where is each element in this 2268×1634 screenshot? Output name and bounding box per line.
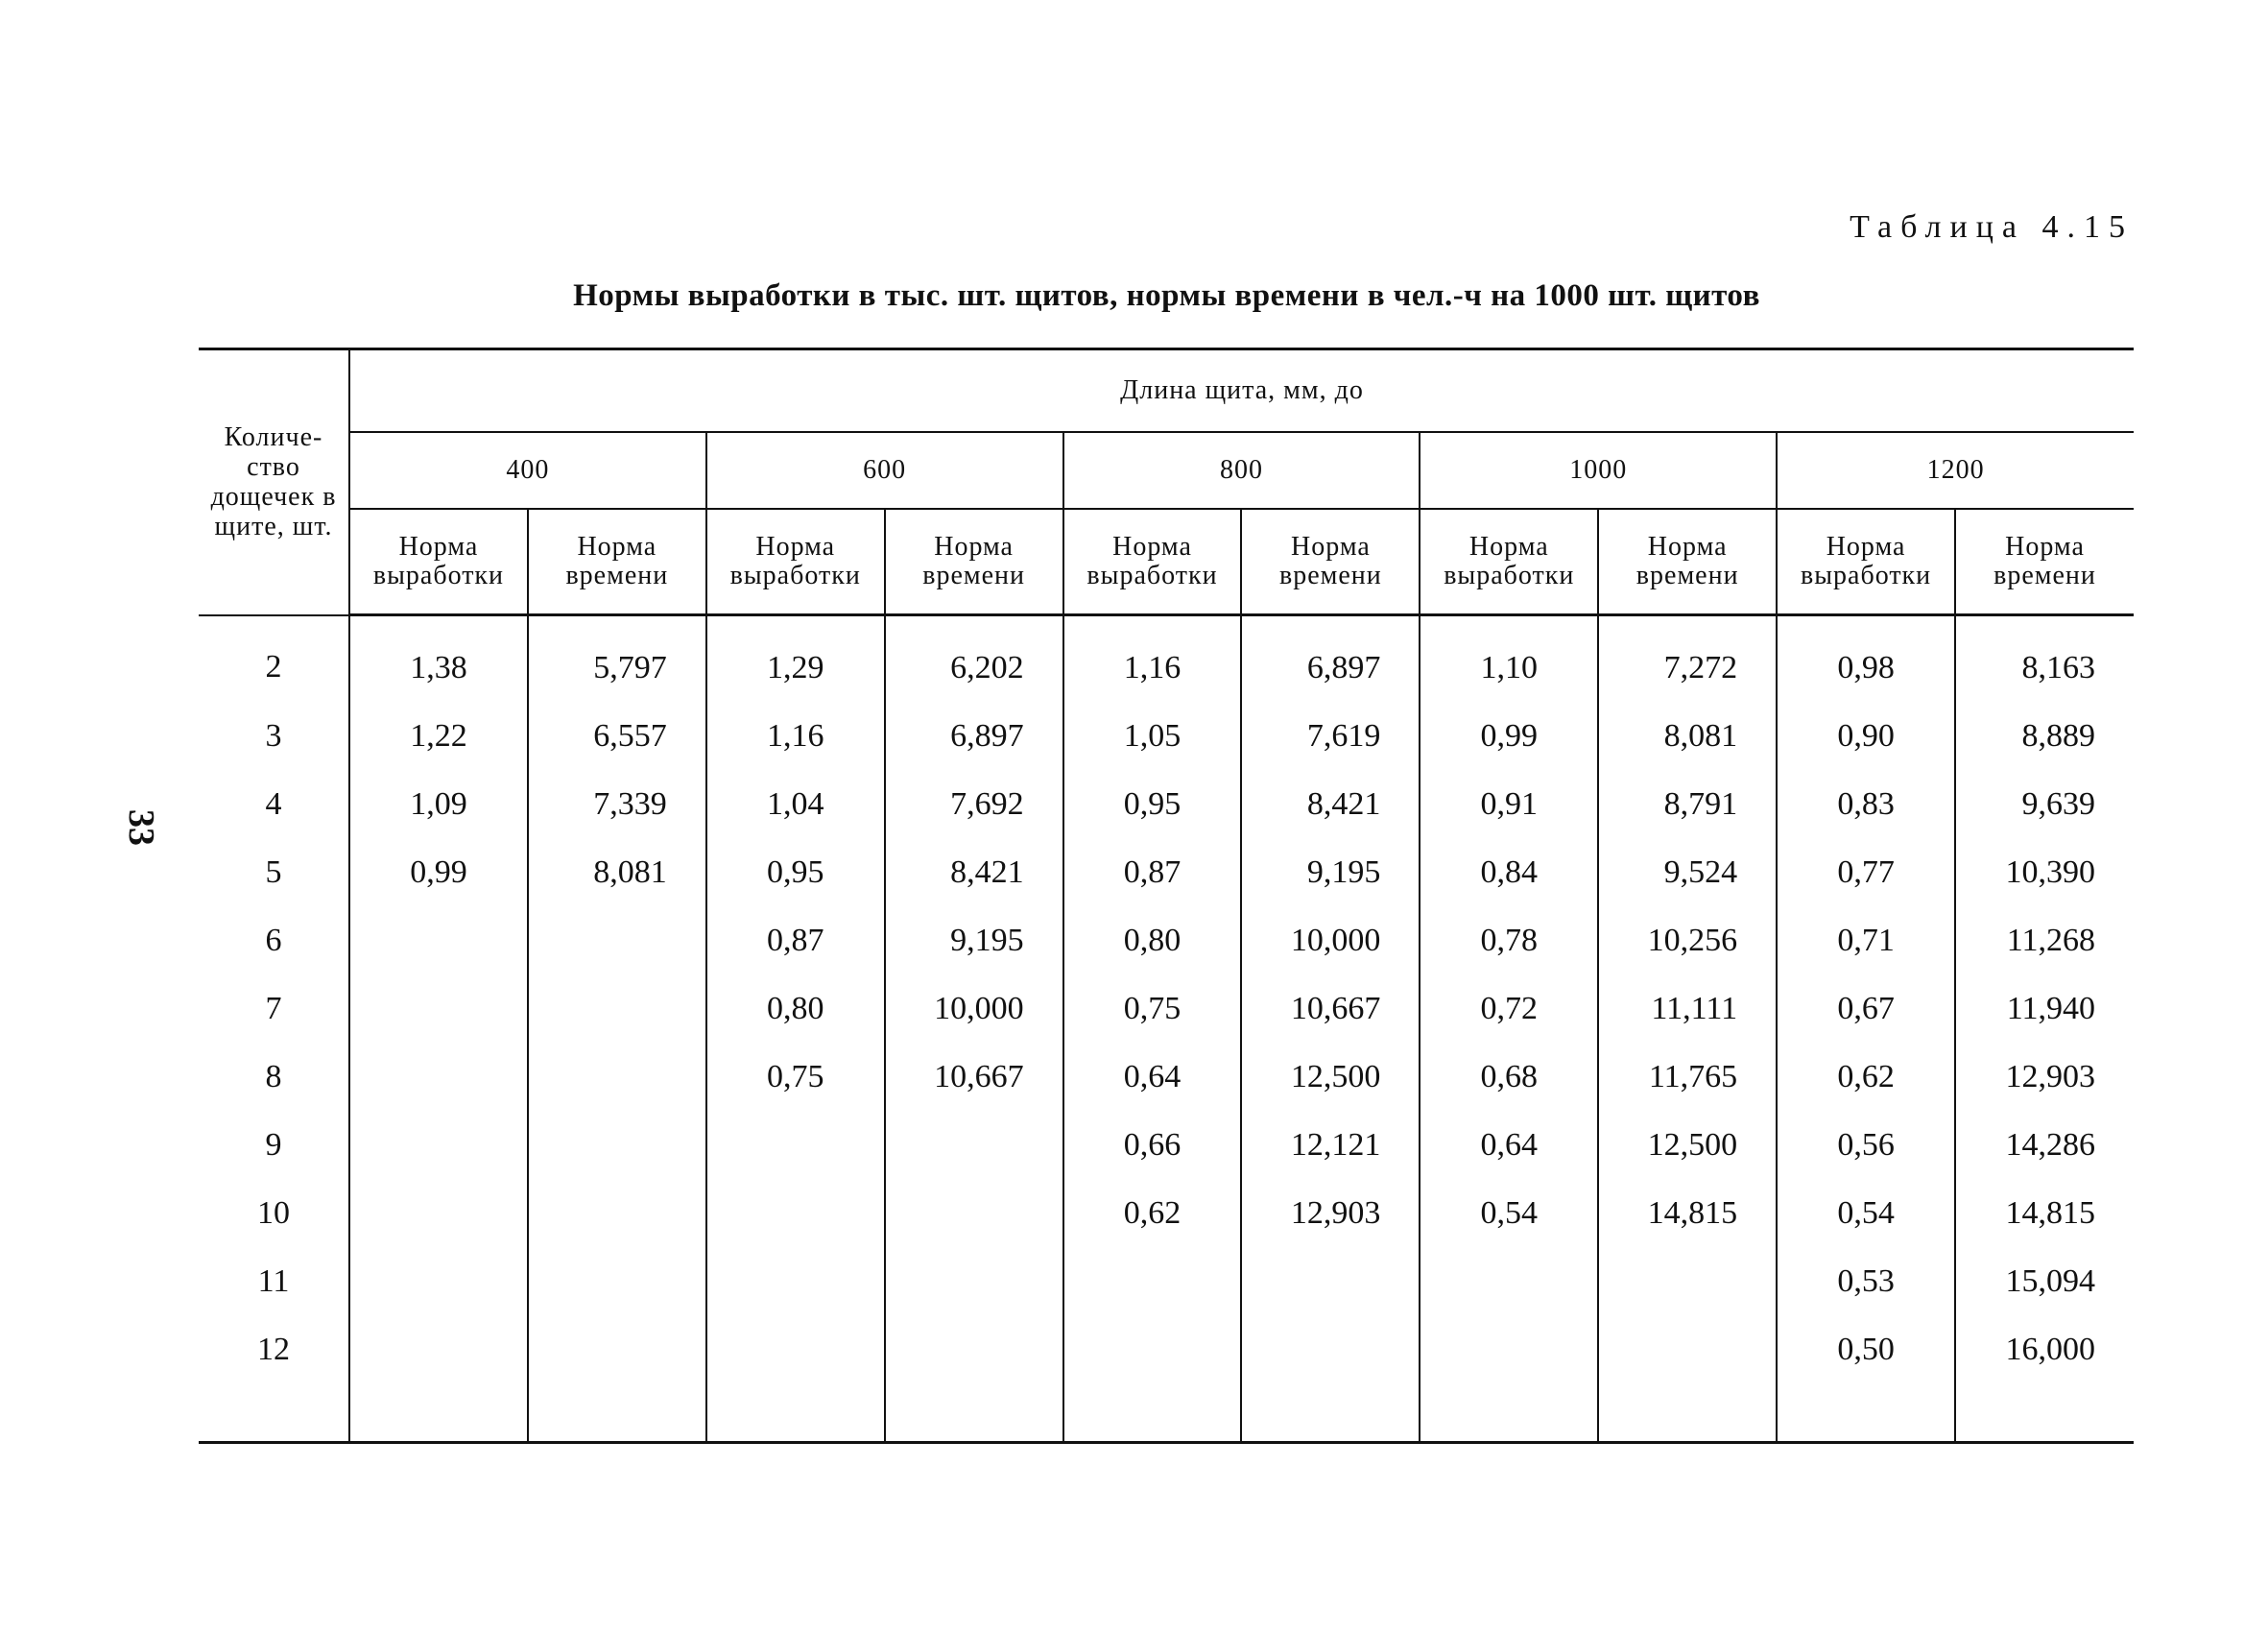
spacer-cell	[199, 1383, 349, 1443]
spacer-cell	[1420, 1383, 1598, 1443]
output-norm-cell: 0,66	[1063, 1111, 1242, 1179]
time-norm-cell	[528, 1315, 706, 1383]
spacer-cell	[1777, 1383, 1955, 1443]
time-norm-cell: 6,897	[885, 702, 1063, 770]
time-norm-cell: 7,619	[1241, 702, 1420, 770]
time-norm-cell: 7,339	[528, 770, 706, 838]
table-body	[199, 615, 2134, 1443]
output-norm-cell	[1063, 1315, 1242, 1383]
time-norm-cell: 10,256	[1598, 906, 1777, 974]
sub-header-time: Норма времени	[1955, 509, 2134, 615]
output-norm-cell	[706, 1179, 885, 1247]
page-number: 33	[121, 809, 161, 846]
output-norm-cell: 0,68	[1420, 1043, 1598, 1111]
output-norm-cell	[349, 1179, 528, 1247]
output-norm-cell: 1,16	[1063, 615, 1242, 703]
time-norm-cell: 12,903	[1241, 1179, 1420, 1247]
sub-header-time: Норма времени	[1598, 509, 1777, 615]
table-header	[199, 349, 2134, 615]
sub-header-output: Норма выработки	[706, 509, 885, 615]
output-norm-cell	[349, 974, 528, 1043]
output-norm-cell: 0,95	[1063, 770, 1242, 838]
output-norm-cell: 0,95	[706, 838, 885, 906]
qty-cell: 6	[265, 922, 282, 958]
time-norm-cell: 11,268	[1955, 906, 2134, 974]
time-norm-cell	[885, 1111, 1063, 1179]
output-norm-cell: 0,87	[706, 906, 885, 974]
time-norm-cell: 15,094	[1955, 1247, 2134, 1315]
sub-header-time: Норма времени	[1241, 509, 1420, 615]
table-row	[199, 1247, 2134, 1315]
time-norm-cell: 8,081	[1598, 702, 1777, 770]
spacer-cell	[885, 1383, 1063, 1443]
time-norm-cell	[528, 1247, 706, 1315]
time-norm-cell: 10,000	[1241, 906, 1420, 974]
qty-cell: 12	[257, 1331, 290, 1367]
time-norm-cell: 8,421	[1241, 770, 1420, 838]
qty-cell: 9	[265, 1126, 282, 1163]
qty-cell: 10	[257, 1194, 290, 1231]
output-norm-cell: 0,77	[1777, 838, 1955, 906]
qty-cell: 7	[265, 990, 282, 1026]
output-norm-cell: 0,75	[706, 1043, 885, 1111]
time-norm-cell: 9,195	[885, 906, 1063, 974]
output-norm-cell: 1,22	[349, 702, 528, 770]
output-norm-cell	[706, 1111, 885, 1179]
time-norm-cell: 11,940	[1955, 974, 2134, 1043]
time-norm-cell: 12,903	[1955, 1043, 2134, 1111]
spacer-cell	[528, 1383, 706, 1443]
table-row	[199, 1179, 2134, 1247]
output-norm-cell: 0,83	[1777, 770, 1955, 838]
table-row	[199, 1111, 2134, 1179]
time-norm-cell: 9,639	[1955, 770, 2134, 838]
output-norm-cell: 0,87	[1063, 838, 1242, 906]
spacer-cell	[1955, 1383, 2134, 1443]
output-norm-cell	[706, 1315, 885, 1383]
time-norm-cell: 12,121	[1241, 1111, 1420, 1179]
spacer-cell	[1598, 1383, 1777, 1443]
output-norm-cell: 0,75	[1063, 974, 1242, 1043]
table-caption: Нормы выработки в тыс. шт. щитов, нормы времени в чел.-ч на 1000 шт. щитов	[573, 278, 1760, 313]
time-norm-cell: 8,791	[1598, 770, 1777, 838]
time-norm-cell: 10,390	[1955, 838, 2134, 906]
time-norm-cell: 8,081	[528, 838, 706, 906]
output-norm-cell	[349, 1247, 528, 1315]
output-norm-cell: 0,90	[1777, 702, 1955, 770]
time-norm-cell	[1241, 1315, 1420, 1383]
length-group-600: 600	[706, 432, 1063, 509]
time-norm-cell	[1241, 1247, 1420, 1315]
time-norm-cell: 7,272	[1598, 615, 1777, 703]
time-norm-cell: 8,421	[885, 838, 1063, 906]
time-norm-cell: 10,667	[885, 1043, 1063, 1111]
table-row	[199, 1315, 2134, 1383]
time-norm-cell: 10,667	[1241, 974, 1420, 1043]
output-norm-cell: 0,71	[1777, 906, 1955, 974]
output-norm-cell: 0,62	[1063, 1179, 1242, 1247]
time-norm-cell: 6,897	[1241, 615, 1420, 703]
output-norm-cell: 1,10	[1420, 615, 1598, 703]
table-bottom-spacer	[199, 1383, 2134, 1443]
time-norm-cell: 14,815	[1955, 1179, 2134, 1247]
length-group-1200: 1200	[1777, 432, 2134, 509]
time-norm-cell: 14,286	[1955, 1111, 2134, 1179]
time-norm-cell: 7,692	[885, 770, 1063, 838]
output-norm-cell	[706, 1247, 885, 1315]
table-number-label: Таблица 4.15	[1850, 209, 2134, 245]
output-norm-cell: 0,84	[1420, 838, 1598, 906]
length-group-1000: 1000	[1420, 432, 1777, 509]
time-norm-cell: 8,889	[1955, 702, 2134, 770]
time-norm-cell: 5,797	[528, 615, 706, 703]
time-norm-cell	[528, 906, 706, 974]
table-row	[199, 906, 2134, 974]
spacer-cell	[1241, 1383, 1420, 1443]
output-norm-cell: 1,38	[349, 615, 528, 703]
time-norm-cell	[1598, 1315, 1777, 1383]
output-norm-cell: 0,53	[1777, 1247, 1955, 1315]
qty-cell: 5	[265, 853, 282, 890]
time-norm-cell	[1598, 1247, 1777, 1315]
time-norm-cell: 16,000	[1955, 1315, 2134, 1383]
output-norm-cell	[349, 1043, 528, 1111]
qty-cell: 11	[257, 1262, 290, 1299]
output-norm-cell: 0,54	[1420, 1179, 1598, 1247]
output-norm-cell	[349, 1315, 528, 1383]
output-norm-cell: 0,91	[1420, 770, 1598, 838]
output-norm-cell: 0,64	[1420, 1111, 1598, 1179]
output-norm-cell	[1063, 1247, 1242, 1315]
output-norm-cell: 1,29	[706, 615, 885, 703]
time-norm-cell: 14,815	[1598, 1179, 1777, 1247]
spacer-cell	[706, 1383, 885, 1443]
output-norm-cell: 1,05	[1063, 702, 1242, 770]
output-norm-cell	[1420, 1315, 1598, 1383]
output-norm-cell: 0,62	[1777, 1043, 1955, 1111]
output-norm-cell	[349, 1111, 528, 1179]
sub-header-output: Норма выработки	[1420, 509, 1598, 615]
sub-header-output: Норма выработки	[1777, 509, 1955, 615]
output-norm-cell: 1,09	[349, 770, 528, 838]
time-norm-cell: 9,524	[1598, 838, 1777, 906]
output-norm-cell: 0,64	[1063, 1043, 1242, 1111]
output-norm-cell	[1420, 1247, 1598, 1315]
table-row	[199, 1043, 2134, 1111]
time-norm-cell: 11,765	[1598, 1043, 1777, 1111]
output-norm-cell	[349, 906, 528, 974]
output-norm-cell: 0,56	[1777, 1111, 1955, 1179]
length-header: Длина щита, мм, до	[349, 349, 2134, 433]
output-norm-cell: 0,99	[349, 838, 528, 906]
qty-cell: 8	[265, 1058, 282, 1094]
table-row	[199, 838, 2134, 906]
output-norm-cell: 1,04	[706, 770, 885, 838]
qty-column-header: Количе-ство дощечек в щите, шт.	[199, 349, 349, 615]
sub-header-time: Норма времени	[528, 509, 706, 615]
table-row	[199, 615, 2134, 703]
table-row	[199, 770, 2134, 838]
qty-cell: 2	[265, 649, 282, 685]
output-norm-cell: 0,67	[1777, 974, 1955, 1043]
spacer-cell	[1063, 1383, 1242, 1443]
output-norm-cell: 0,78	[1420, 906, 1598, 974]
time-norm-cell: 12,500	[1598, 1111, 1777, 1179]
qty-cell: 3	[265, 717, 282, 754]
sub-header-output: Норма выработки	[349, 509, 528, 615]
time-norm-cell	[528, 1111, 706, 1179]
time-norm-cell	[885, 1247, 1063, 1315]
length-group-400: 400	[349, 432, 706, 509]
output-norm-cell: 0,98	[1777, 615, 1955, 703]
spacer-cell	[349, 1383, 528, 1443]
output-norm-cell: 1,16	[706, 702, 885, 770]
output-norm-cell: 0,72	[1420, 974, 1598, 1043]
time-norm-cell	[528, 1179, 706, 1247]
output-norm-cell: 0,80	[1063, 906, 1242, 974]
time-norm-cell	[885, 1315, 1063, 1383]
output-norm-cell: 0,80	[706, 974, 885, 1043]
sub-header-output: Норма выработки	[1063, 509, 1242, 615]
time-norm-cell: 11,111	[1598, 974, 1777, 1043]
output-norm-cell: 0,50	[1777, 1315, 1955, 1383]
time-norm-cell	[528, 1043, 706, 1111]
time-norm-cell	[528, 974, 706, 1043]
time-norm-cell: 9,195	[1241, 838, 1420, 906]
qty-cell: 4	[265, 785, 282, 822]
output-norm-cell: 0,54	[1777, 1179, 1955, 1247]
time-norm-cell: 10,000	[885, 974, 1063, 1043]
length-group-800: 800	[1063, 432, 1420, 509]
time-norm-cell: 6,557	[528, 702, 706, 770]
norms-table	[199, 348, 2134, 1444]
table-row	[199, 974, 2134, 1043]
table-row	[199, 702, 2134, 770]
time-norm-cell: 6,202	[885, 615, 1063, 703]
time-norm-cell: 8,163	[1955, 615, 2134, 703]
time-norm-cell	[885, 1179, 1063, 1247]
time-norm-cell: 12,500	[1241, 1043, 1420, 1111]
output-norm-cell: 0,99	[1420, 702, 1598, 770]
sub-header-time: Норма времени	[885, 509, 1063, 615]
